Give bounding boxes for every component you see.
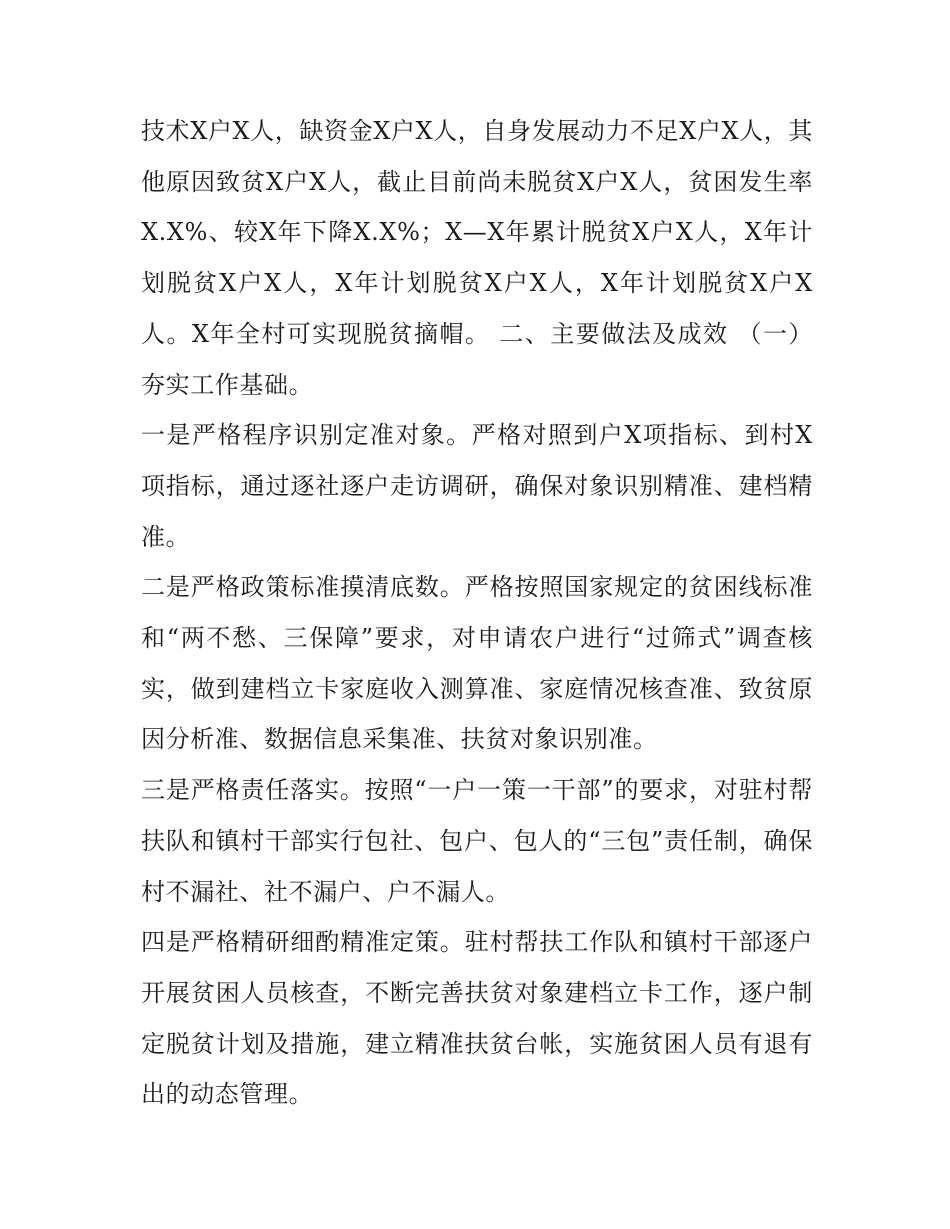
document-body <box>141 106 813 1120</box>
paragraph-responsibility: 三是严格责任落实。按照“一户一策一干部”的要求，对驻村帮扶队和镇村干部实行包社、包户、包人的“三包”责任制，确保村不漏社、社不漏户、户不漏人。 <box>141 776 813 906</box>
paragraph-identify-targets: 一是严格程序识别定准对象。严格对照到户X项指标、到村X项指标，通过逐社逐户走访调研，确保对象识别精准、建档精准。 <box>141 421 813 551</box>
paragraph-precise-policy: 四是严格精研细酌精准定策。驻村帮扶工作队和镇村干部逐户开展贫困人员核查，不断完善扶贫对象建档立卡工作，逐户制定脱贫计划及措施，建立精准扶贫台帐，实施贫困人员有退有出的动态管理。 <box>141 928 813 1109</box>
paragraph-poverty-statistics: 技术X户X人，缺资金X户X人，自身发展动力不足X户X人，其他原因致贫X户X人，截止目前尚未脱贫X户X人，贫困发生率X.X%、较X年下降X.X%；X—X年累计脱贫X户X人，X年计划脱贫X户X人，X年计划脱贫X户X人，X年计划脱贫X户X人。X年全村可实现脱贫摘帽。 二、主要做法及成效 （一）夯实工作基础。 <box>141 117 813 399</box>
paragraph-policy-standards: 二是严格政策标准摸清底数。严格按照国家规定的贫困线标准和“两不愁、三保障”要求，对申请农户进行“过筛式”调查核实，做到建档立卡家庭收入测算准、家庭情况核查准、致贫原因分析准、数据信息采集准、扶贫对象识别准。 <box>141 573 813 754</box>
